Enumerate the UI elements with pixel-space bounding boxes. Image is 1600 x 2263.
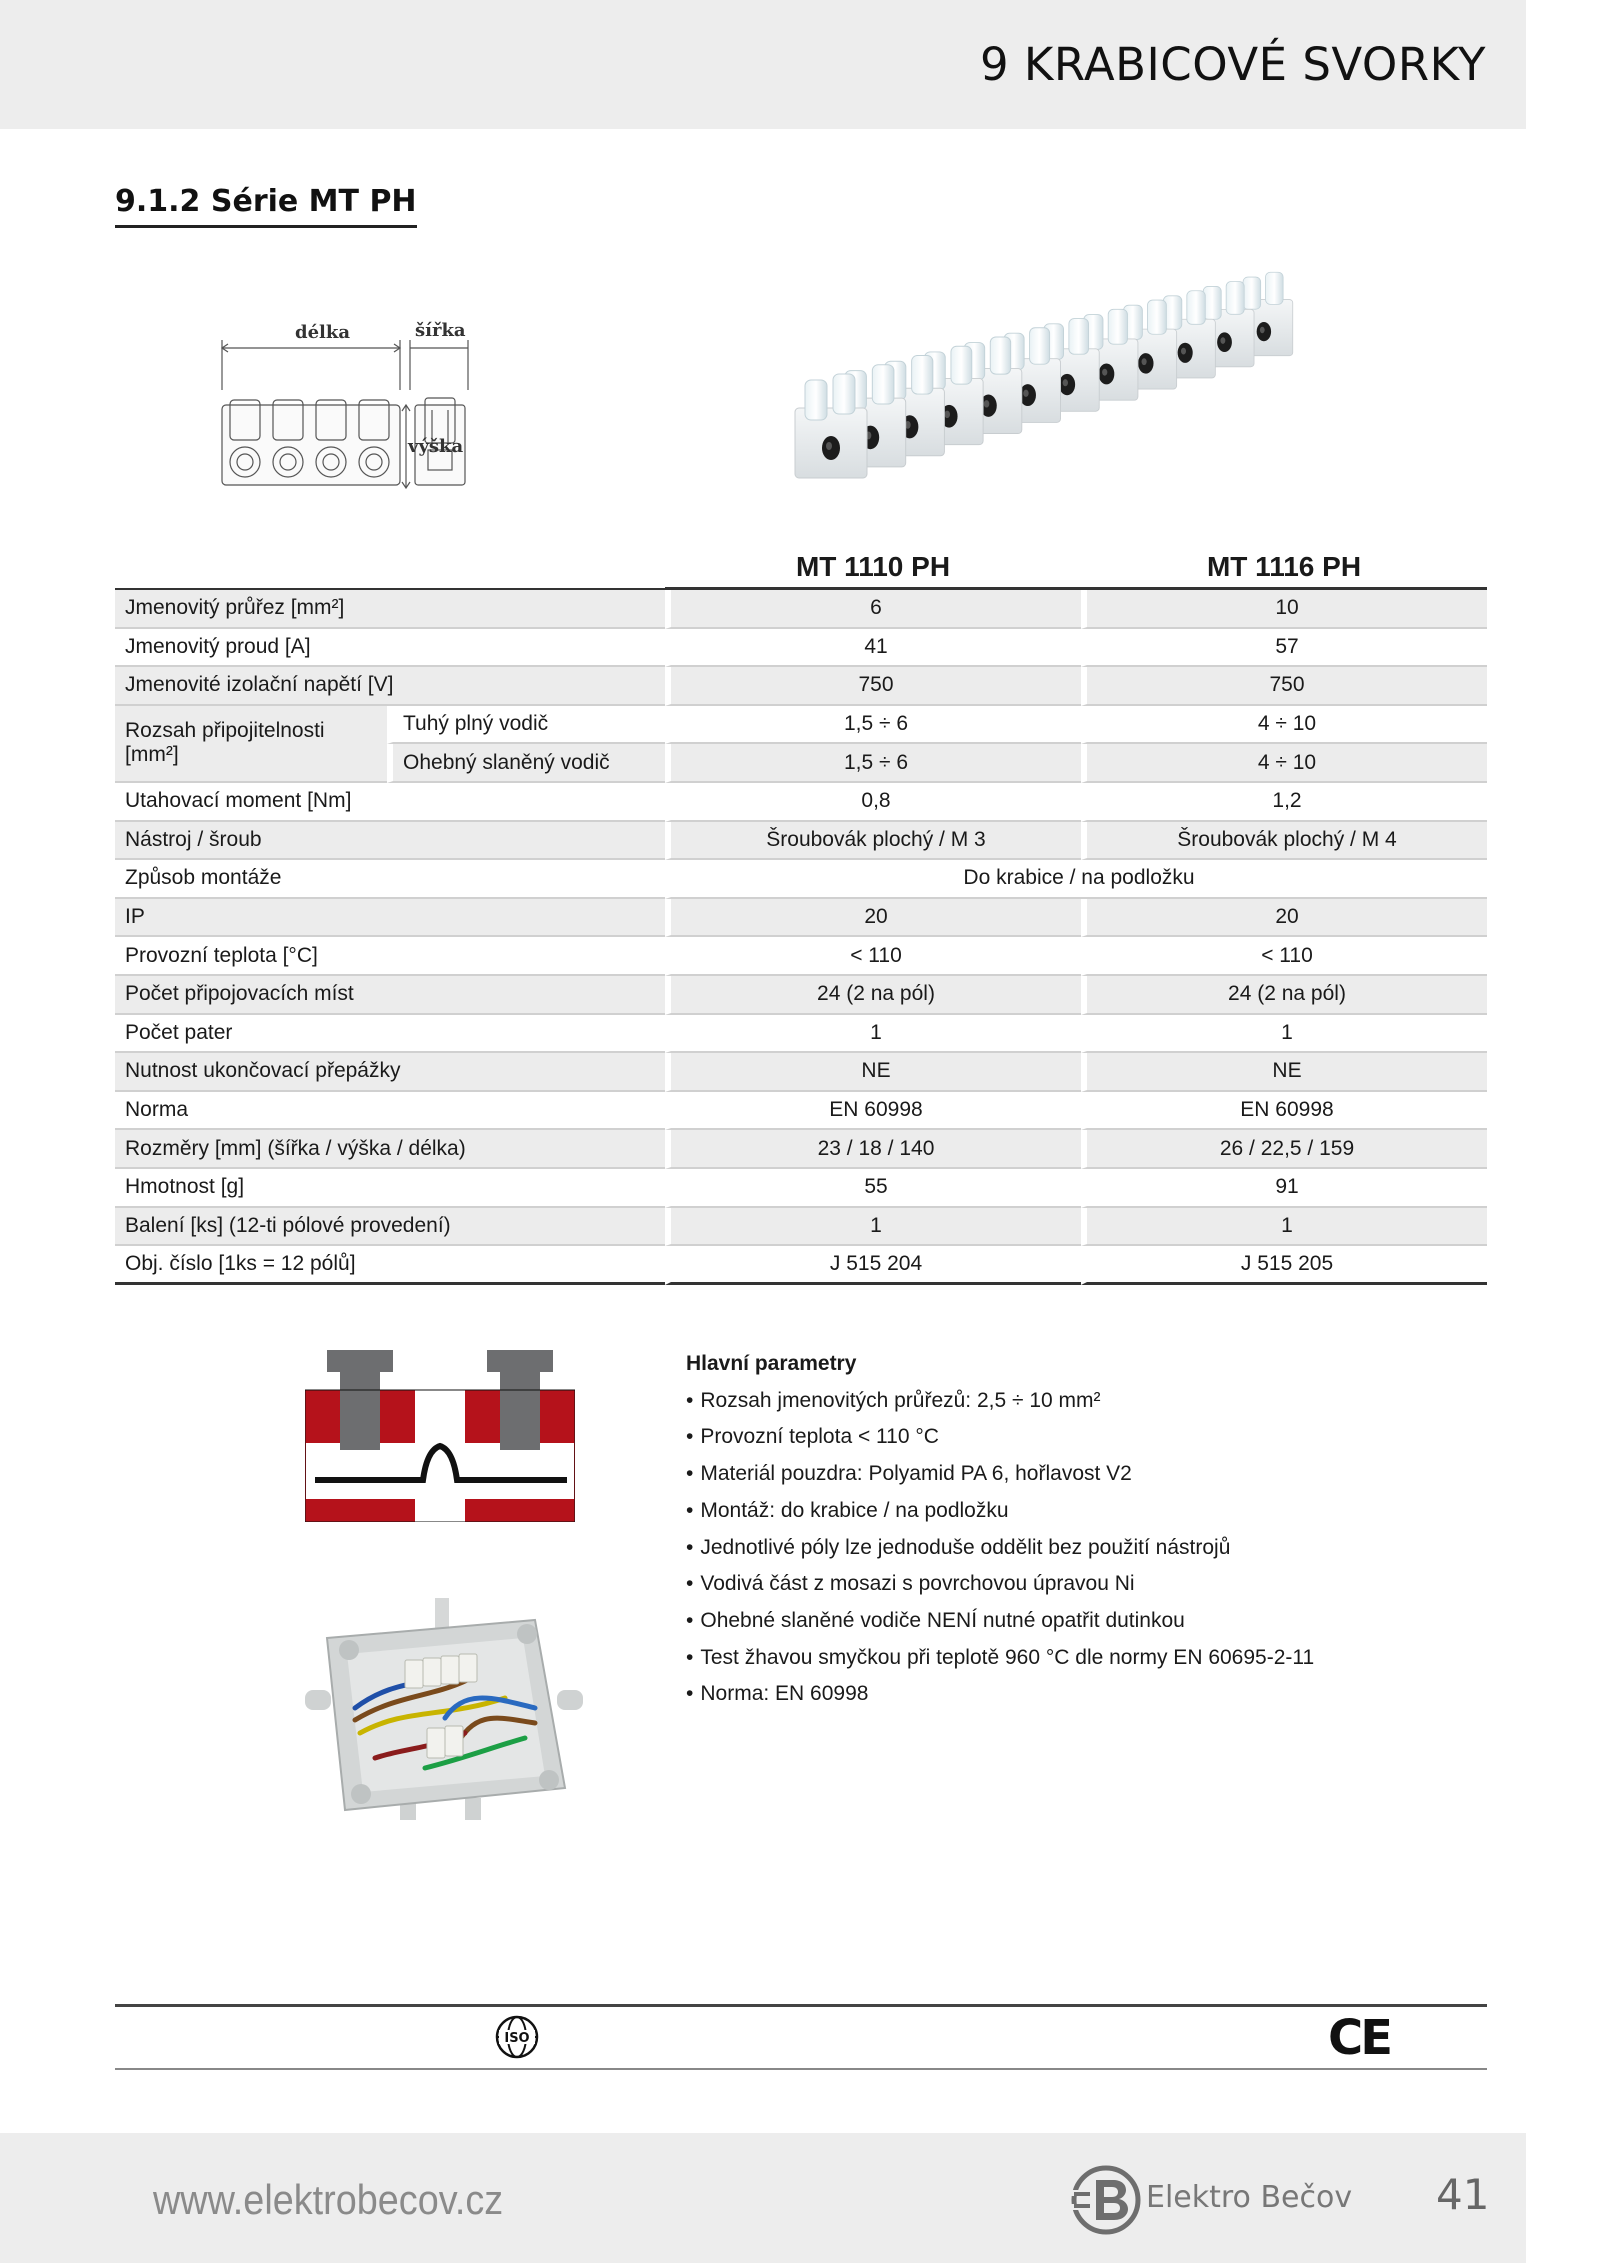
row-value: 26 / 22,5 / 159 [1081,1130,1487,1169]
row-value: 24 (2 na pól) [1081,976,1487,1015]
row-value: 4 ÷ 10 [1081,744,1487,783]
row-label: Rozsah připojitelnosti [mm²] [115,706,387,783]
row-value: 1 [1081,1015,1487,1054]
row-value: 1 [665,1208,1081,1247]
row-value: 750 [1081,667,1487,706]
list-item: • Jednotlivé póly lze jednoduše oddělit bez použití nástrojů [686,1530,1314,1567]
row-label: Jmenovitý proud [A] [115,629,665,668]
specs-table [115,548,1487,1285]
row-value: EN 60998 [1081,1092,1487,1131]
row-label: Utahovací moment [Nm] [115,783,665,822]
table-row [115,590,1487,629]
row-label: Počet připojovacích míst [115,976,665,1015]
table-row [115,1130,1487,1169]
row-value: 1 [1081,1208,1487,1247]
page-number: 41 [1436,2170,1490,2219]
column-header-mt1110: MT 1110 PH [665,548,1081,590]
row-label: Jmenovité izolační napětí [V] [115,667,665,706]
row-value: 4 ÷ 10 [1081,706,1487,745]
certification-rule-bottom [115,2068,1487,2070]
row-label: Rozměry [mm] (šířka / výška / délka) [115,1130,665,1169]
label-length: délka [295,322,351,343]
product-photo [785,268,1375,493]
row-label: Způsob montáže [115,860,665,899]
row-value: 20 [665,899,1081,938]
iso-certification-icon [495,2015,539,2059]
row-sublabel: Tuhý plný vodič [387,706,665,745]
row-value: 1 [665,1015,1081,1054]
row-value: NE [1081,1053,1487,1092]
certification-rule-top [115,2004,1487,2007]
list-item: • Norma: EN 60998 [686,1676,1314,1713]
footer-website-link[interactable]: www.elektrobecov.cz [153,2176,504,2223]
table-row [115,1246,1487,1285]
table-row [115,783,1487,822]
row-value: J 515 204 [665,1246,1081,1285]
list-item: • Ohebné slaněné vodiče NENÍ nutné opatřit dutinkou [686,1603,1314,1640]
row-label: Balení [ks] (12-ti pólové provedení) [115,1208,665,1247]
row-value: EN 60998 [665,1092,1081,1131]
row-label: Nástroj / šroub [115,822,665,861]
parameters-list [686,1383,1314,1713]
elektro-becov-logo-icon [1068,2162,1144,2238]
row-value: J 515 205 [1081,1246,1487,1285]
table-row [115,976,1487,1015]
footer-brand-name: Elektro Bečov [1146,2180,1353,2215]
row-value: 24 (2 na pól) [665,976,1081,1015]
table-row [115,667,1487,706]
list-item: • Test žhavou smyčkou při teplotě 960 °C dle normy EN 60695-2-11 [686,1640,1314,1677]
row-value: < 110 [1081,937,1487,976]
junction-box-photo [305,1598,583,1820]
list-item: • Vodivá část z mosazi s povrchovou úpravou Ni [686,1566,1314,1603]
row-value-merged: Do krabice / na podložku [665,860,1487,899]
table-corner [115,548,665,590]
row-value: NE [665,1053,1081,1092]
row-value: Šroubovák plochý / M 3 [665,822,1081,861]
table-row [115,1169,1487,1208]
table-row [115,706,1487,745]
row-label: Počet pater [115,1015,665,1054]
list-item: • Provozní teplota < 110 °C [686,1419,1314,1456]
row-label: Provozní teplota [°C] [115,937,665,976]
row-value: 23 / 18 / 140 [665,1130,1081,1169]
list-item: • Rozsah jmenovitých průřezů: 2,5 ÷ 10 mm² [686,1383,1314,1420]
row-value: 20 [1081,899,1487,938]
row-value: 10 [1081,590,1487,629]
row-label: Jmenovitý průřez [mm²] [115,590,665,629]
row-value: 91 [1081,1169,1487,1208]
row-value: 1,2 [1081,783,1487,822]
main-parameters [686,1346,1314,1713]
row-value: 1,5 ÷ 6 [665,706,1081,745]
row-value: Šroubovák plochý / M 4 [1081,822,1487,861]
label-width: šířka [415,320,466,341]
row-value: 1,5 ÷ 6 [665,744,1081,783]
table-row [115,899,1487,938]
table-row [115,1092,1487,1131]
iso-label: ISO [504,2031,530,2046]
row-value: 41 [665,629,1081,668]
row-value: < 110 [665,937,1081,976]
ce-mark: CE [1328,2010,1391,2066]
table-row [115,1015,1487,1054]
table-row [115,937,1487,976]
section-title: 9.1.2 Série MT PH [115,184,417,228]
table-row [115,860,1487,899]
row-value: 0,8 [665,783,1081,822]
parameters-title: Hlavní parametry [686,1352,857,1375]
row-label: Nutnost ukončovací přepážky [115,1053,665,1092]
label-height: výška [408,436,464,457]
table-row [115,822,1487,861]
chapter-title: 9 KRABICOVÉ SVORKY [979,38,1486,91]
table-row [115,1053,1487,1092]
row-value: 55 [665,1169,1081,1208]
table-row [115,629,1487,668]
dimension-drawing [210,310,470,500]
column-header-mt1116: MT 1116 PH [1081,548,1487,590]
row-value: 6 [665,590,1081,629]
list-item: • Montáž: do krabice / na podložku [686,1493,1314,1530]
row-label: Norma [115,1092,665,1131]
row-label: Obj. číslo [1ks = 12 pólů] [115,1246,665,1285]
list-item: • Materiál pouzdra: Polyamid PA 6, hořlavost V2 [686,1456,1314,1493]
row-label: Hmotnost [g] [115,1169,665,1208]
row-value: 750 [665,667,1081,706]
row-label: IP [115,899,665,938]
cross-section-drawing [305,1350,575,1522]
table-row [115,1208,1487,1247]
row-sublabel: Ohebný slaněný vodič [387,744,665,783]
row-value: 57 [1081,629,1487,668]
